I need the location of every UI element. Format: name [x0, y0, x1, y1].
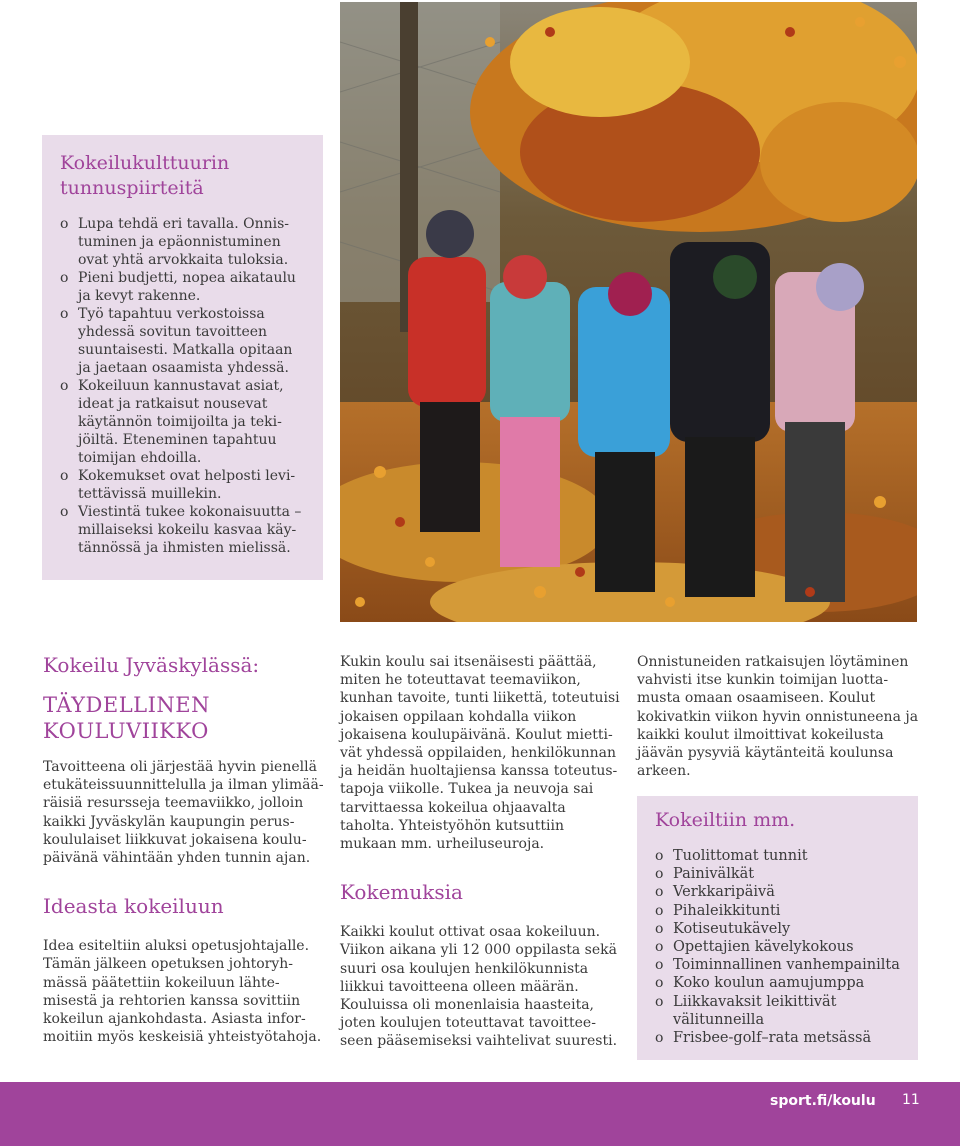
paragraph: Idea esiteltiin aluksi opetusjohtajalle. Tämän jälkeen opetuksen johtoryhmässä päätettiin kokeiluun lähtemisestä ja rehtorien kanssa sovittiin kokeilun ajankohdasta. Asiasta informoitiin myös keskeisiä yhteistyötahoja. — [43, 938, 322, 1046]
list-item: o Koko koulun aamujumppa — [655, 974, 900, 992]
box-title: Kokeiltiin mm. — [655, 809, 796, 831]
list-item: o Painivälkät — [655, 865, 900, 883]
paragraph: Kaikki koulut ottivat osaa kokeiluun. Viikon aikana yli 12 000 oppilasta sekä suuri osa koulujen henkilökunnista liikkui tavoitteena olleen määrän. Kouluissa oli monenlaisia haasteita, joten koulujen toteuttavat tavoitteeseen pääsemiseksi vaihtelivat suuresti. — [340, 924, 618, 1050]
list-item: o Toiminnallinen vanhempainilta — [655, 956, 900, 974]
list-item: o Kokeiluun kannustavat asiat, ideat ja ratkaisut nousevat käytännön toimijoilta ja tekijöiltä. Eteneminen tapahtuu toimijan ehdoilla. — [60, 377, 305, 467]
box-title: Kokeilukulttuurin tunnuspiirteitä — [60, 152, 230, 199]
article-title: TÄYDELLINEN KOULUVIIKKO — [43, 693, 210, 743]
column-2 — [340, 653, 622, 1051]
page-footer — [0, 1082, 960, 1146]
list-item: o Tuolittomat tunnit — [655, 847, 900, 865]
feature-list — [60, 215, 305, 557]
list-item: o Opettajien kävelykokous — [655, 938, 900, 956]
list-item: o Kokemukset ovat helposti levitettävissä muillekin. — [60, 467, 305, 503]
list-item: o Työ tapahtuu verkostoissa yhdessä sovitun tavoitteen suuntaisesti. Matkalla opitaan ja jaetaan osaamista yhdessä. — [60, 305, 305, 377]
paragraph: Tavoitteena oli järjestää hyvin pienellä etukäteissuunnittelulla ja ilman ylimääräisiä resursseja teemaviikko, jolloin kaikki Jyväskylän kaupungin peruskoululaiset liikkuvat jokaisena koulupäivänä vähintään yhden tunnin ajan. — [43, 759, 324, 867]
children-autumn-leaves-photo — [340, 2, 917, 622]
list-item: o Liikkavaksit leikittivät välitunneilla — [655, 993, 900, 1029]
section-kicker: Kokeilu Jyväskylässä: — [43, 653, 260, 677]
info-box-features — [42, 135, 323, 580]
list-item: o Pieni budjetti, nopea aikataulu ja kevyt rakenne. — [60, 269, 305, 305]
list-item: o Verkkaripäivä — [655, 883, 900, 901]
section-heading: Kokemuksia — [340, 880, 463, 905]
footer-url[interactable]: sport.fi/koulu — [770, 1093, 876, 1109]
list-item: o Lupa tehdä eri tavalla. Onnistuminen ja epäonnistuminen ovat yhtä arvokkaita tuloksia. — [60, 215, 305, 269]
list-item: o Viestintä tukee kokonaisuutta – millaiseksi kokeilu kasvaa käytännössä ja ihmisten mielissä. — [60, 503, 305, 557]
list-item: o Frisbee-golf–rata metsässä — [655, 1029, 900, 1047]
list-item: o Kotiseutukävely — [655, 920, 900, 938]
tried-list — [655, 847, 900, 1047]
column-3 — [637, 653, 919, 780]
page-number: 11 — [902, 1092, 920, 1108]
column-1 — [43, 652, 325, 1046]
paragraph: Kukin koulu sai itsenäisesti päättää, miten he toteuttavat teemaviikon, kunhan tavoite, tunti liikettä, toteutuisi jokaisen oppilaan kohdalla viikon jokaisena koulupäivänä. Koulut miettivät yhdessä oppilaiden, henkilökunnan ja heidän huoltajiensa kanssa toteutustapoja viikolle. Tukea ja neuvoja sai tarvittaessa kokeilua ohjaavalta taholta. Yhteistyöhön kutsuttiin mukaan mm. urheiluseuroja. — [340, 654, 620, 853]
list-item: o Pihaleikkitunti — [655, 902, 900, 920]
section-heading: Ideasta kokeiluun — [43, 894, 224, 919]
paragraph: Onnistuneiden ratkaisujen löytäminen vahvisti itse kunkin toimijan luottamusta omaan osaamiseen. Koulut kokivatkin viikon hyvin onnistuneena ja kaikki koulut ilmoittivat kokeilusta jäävän pysyviä käytänteitä koulunsa arkeen. — [637, 654, 919, 780]
info-box-tried — [637, 796, 918, 1060]
